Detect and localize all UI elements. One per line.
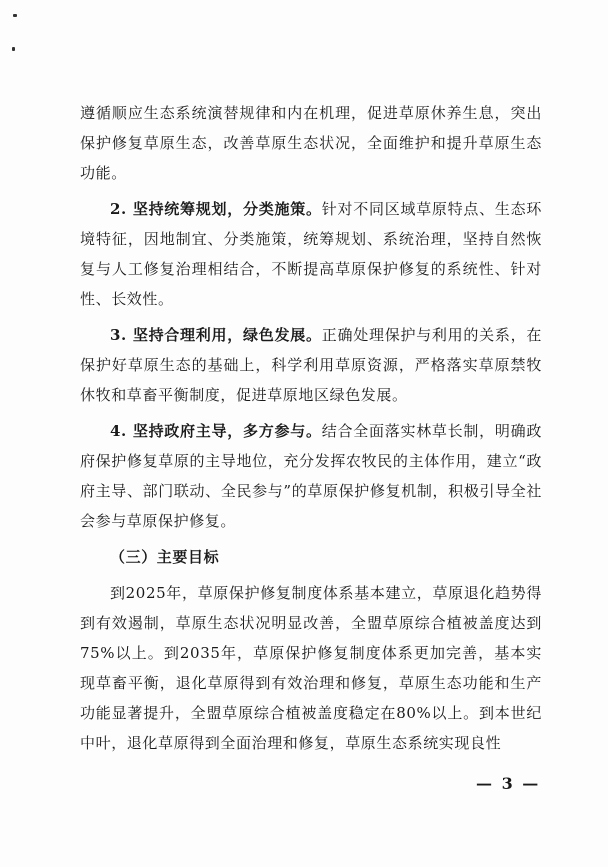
section-heading-main-goals: （三）主要目标 [110, 548, 220, 566]
scan-speck [12, 47, 15, 51]
paragraph-text: 针对不同区域草原特点、生态环境特征，因地制宜、分类施策，统筹规划、系统治理，坚持自然恢复与人工修复治理相结合，不断提高草原保护修复的系统性、针对性、长效性。 [80, 200, 542, 308]
paragraph-lead: 2. 坚持统筹规划，分类施策。 [110, 200, 322, 218]
scan-speck [13, 14, 17, 17]
paragraph-text: 到2025年，草原保护修复制度体系基本建立，草原退化趋势得到有效遏制，草原生态状况明显改善，全盟草原综合植被盖度达到75%以上。到2035年，草原保护修复制度体系更加完善，基本实现草畜平衡，退化草原得到有效治理和修复，草原生态功能和生产功能显著提升，全盟草原综合植被盖度稳定在80%以上。到本世纪中叶，退化草原得到全面治理和修复，草原生态系统实现良性 [80, 584, 542, 752]
document-body [80, 98, 542, 764]
paragraph-principle-4 [80, 416, 542, 536]
paragraph-main-goals [80, 578, 542, 758]
paragraph-text: 遵循顺应生态系统演替规律和内在机理，促进草原休养生息，突出保护修复草原生态，改善草原生态状况，全面维护和提升草原生态功能。 [80, 104, 542, 182]
paragraph-lead: 3. 坚持合理利用，绿色发展。 [110, 326, 322, 344]
paragraph-lead: 4. 坚持政府主导，多方参与。 [110, 422, 322, 440]
paragraph-principle-3 [80, 320, 542, 410]
paragraph-text: 正确处理保护与利用的关系，在保护好草原生态的基础上，科学利用草原资源，严格落实草原禁牧休牧和草畜平衡制度，促进草原地区绿色发展。 [80, 326, 542, 404]
paragraph-principle-1-continued [80, 98, 542, 188]
paragraph-text: 结合全面落实林草长制，明确政府保护修复草原的主导地位，充分发挥农牧民的主体作用，建立“政府主导、部门联动、全民参与”的草原保护修复机制，积极引导全社会参与草原保护修复。 [80, 422, 542, 530]
paragraph-principle-2 [80, 194, 542, 314]
page-number: — 3 — [476, 774, 541, 793]
